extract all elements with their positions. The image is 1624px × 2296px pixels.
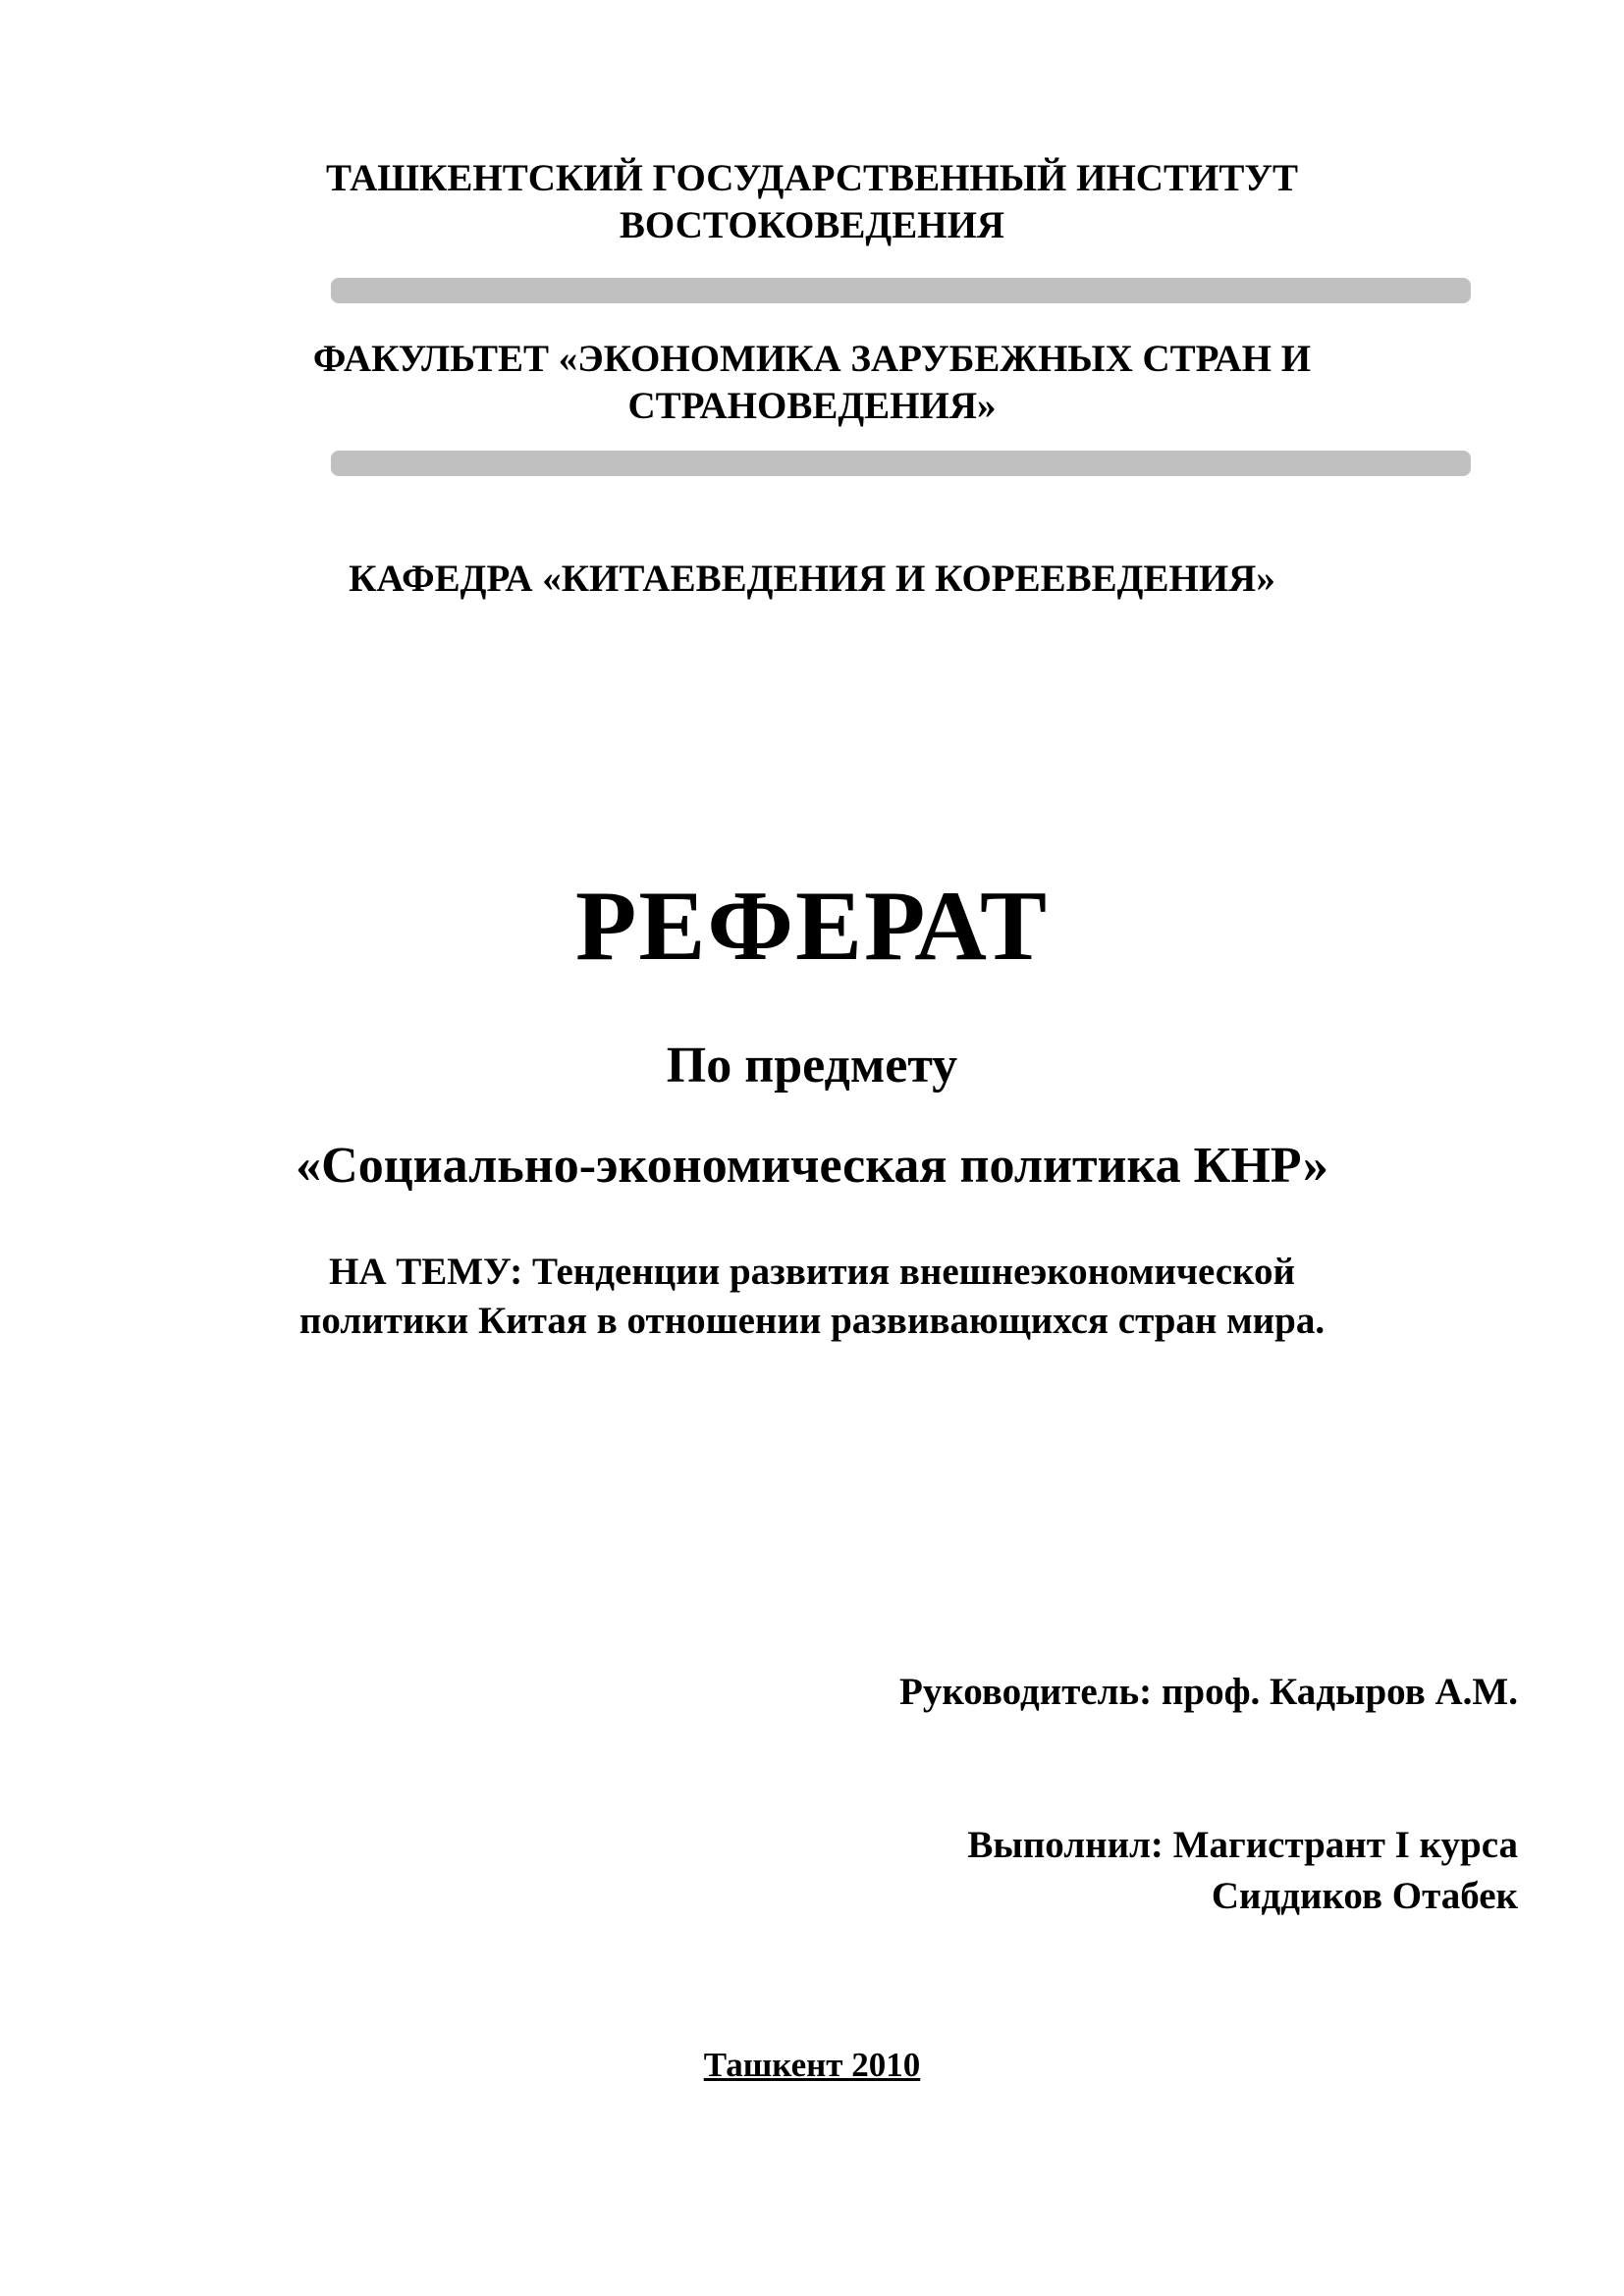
author	[967, 1820, 1518, 1922]
subject-label: По предмету	[666, 1038, 958, 1094]
institute-name-line2: ВОСТОКОВЕДЕНИЯ	[619, 204, 1005, 246]
author-line2: Сиддиков Отабек	[1211, 1875, 1518, 1917]
header-divider-bottom	[331, 451, 1471, 476]
faculty-name-line2: СТРАНОВЕДЕНИЯ»	[627, 385, 997, 427]
faculty-name	[0, 336, 1624, 430]
place-and-year: Ташкент 2010	[703, 2046, 921, 2084]
document-title: РЕФЕРАТ	[575, 871, 1049, 982]
faculty-name-line1: ФАКУЛЬТЕТ «ЭКОНОМИКА ЗАРУБЕЖНЫХ СТРАН И	[312, 338, 1312, 380]
theme-line1: НА ТЕМУ: Тенденции развития внешнеэкономической	[329, 1251, 1295, 1293]
author-line1: Выполнил: Магистрант I курса	[967, 1824, 1518, 1866]
theme-line2: политики Китая в отношении развивающихся стран мира.	[298, 1300, 1326, 1342]
institute-name-line1: ТАШКЕНТСКИЙ ГОСУДАРСТВЕННЫЙ ИНСТИТУТ	[326, 157, 1298, 199]
subject-name: «Социально-экономическая политика КНР»	[296, 1138, 1328, 1194]
supervisor: Руководитель: проф. Кадыров А.М.	[899, 1671, 1518, 1713]
department-name: КАФЕДРА «КИТАЕВЕДЕНИЯ И КОРЕЕВЕДЕНИЯ»	[349, 558, 1275, 600]
theme	[0, 1248, 1624, 1346]
header-divider-top	[331, 278, 1471, 303]
institute-name	[0, 155, 1624, 249]
